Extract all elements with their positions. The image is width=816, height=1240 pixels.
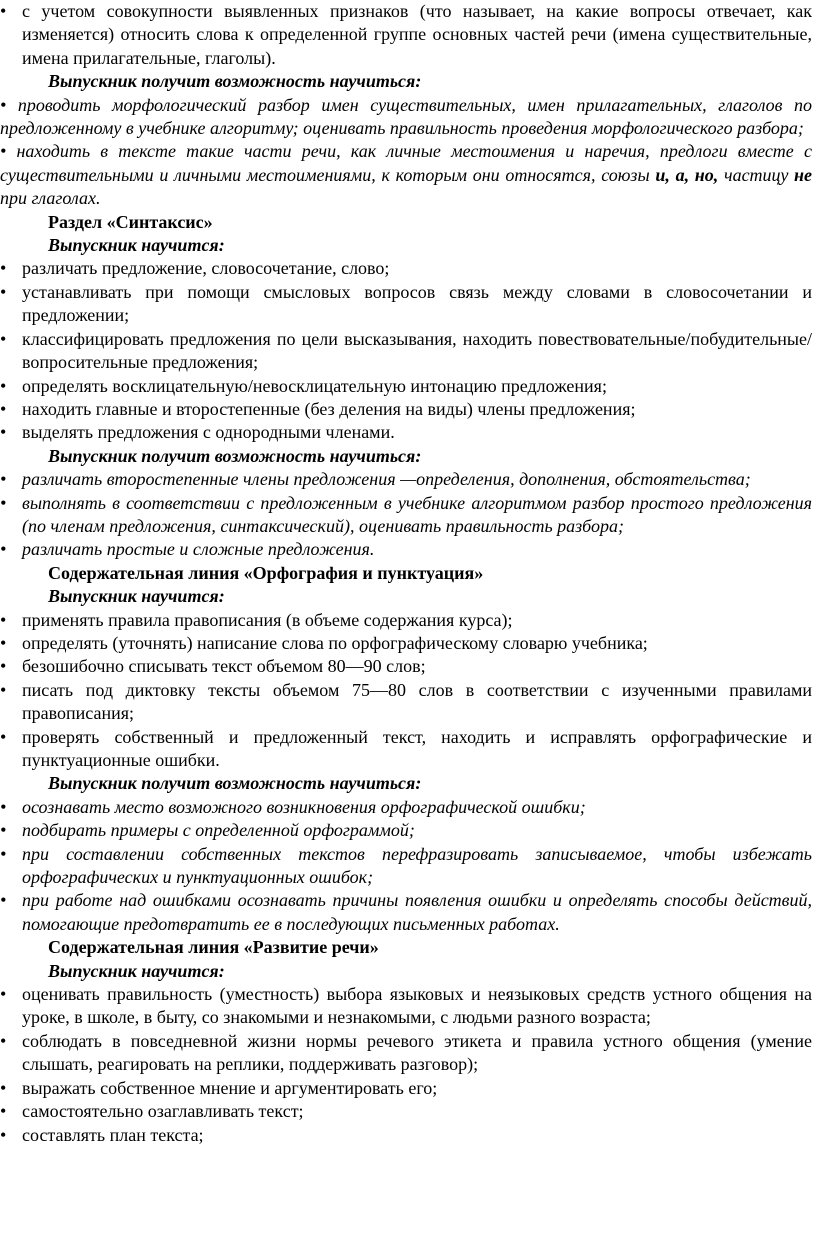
list-item: • применять правила правописания (в объеме содержания курса); bbox=[0, 609, 812, 632]
list-item: • соблюдать в повседневной жизни нормы речевого этикета и правила устного общения (умение слышать, реагировать на реплики, поддерживать разговор); bbox=[0, 1030, 812, 1077]
list-item: • различать второстепенные члены предложения —определения, дополнения, обстоятельства; bbox=[0, 468, 812, 491]
list-item: • самостоятельно озаглавливать текст; bbox=[0, 1100, 812, 1123]
list-item: • различать простые и сложные предложения. bbox=[0, 538, 812, 561]
list-item: • определять восклицательную/невосклицательную интонацию предложения; bbox=[0, 375, 812, 398]
list-item: • классифицировать предложения по цели высказывания, находить повествовательные/побудительные/вопросительные предложения; bbox=[0, 328, 812, 375]
list-item: • выделять предложения с однородными членами. bbox=[0, 421, 812, 444]
list-item: • выражать собственное мнение и аргументировать его; bbox=[0, 1077, 812, 1100]
list-item: • составлять план текста; bbox=[0, 1124, 812, 1147]
section-subheading: Выпускник научится: bbox=[48, 960, 225, 981]
list-item: • выполнять в соответствии с предложенным в учебнике алгоритмом разбор простого предложения (по членам предложения, синтаксический), оценивать правильность разбора; bbox=[0, 492, 812, 539]
list-item: • подбирать примеры с определенной орфограммой; bbox=[0, 819, 812, 842]
list-item: • при составлении собственных текстов перефразировать записываемое, чтобы избежать орфографических и пунктуационных ошибок; bbox=[0, 843, 812, 890]
list-item: • писать под диктовку тексты объемом 75—80 слов в соответствии с изученными правилами правописания; bbox=[0, 679, 812, 726]
list-item: • различать предложение, словосочетание, слово; bbox=[0, 257, 812, 280]
list-item: • с учетом совокупности выявленных признаков (что называет, на какие вопросы отвечает, как изменяется) относить слова к определенной группе основных частей речи (имена существительные, имена прилагательные, глаголы). bbox=[0, 0, 812, 70]
section-heading: Содержательная линия «Развитие речи» bbox=[48, 937, 379, 958]
list-item: • проверять собственный и предложенный текст, находить и исправлять орфографические и пунктуационные ошибки. bbox=[0, 726, 812, 773]
list-item: • находить в тексте такие части речи, как личные местоимения и наречия, предлоги вместе с существительными и личными местоимениями, к которым они относятся, союзы и, а, но, частицу не при глаголах. bbox=[0, 140, 812, 210]
section-subheading: Выпускник получит возможность научиться: bbox=[48, 445, 422, 466]
list-item: • оценивать правильность (уместность) выбора языковых и неязыковых средств устного общения на уроке, в школе, в быту, со знакомыми и незнакомыми, с людьми разного возраста; bbox=[0, 983, 812, 1030]
list-item: • проводить морфологический разбор имен существительных, имен прилагательных, глаголов по предложенному в учебнике алгоритму; оценивать правильность проведения морфологического разбора; bbox=[0, 94, 812, 141]
section-subheading: Выпускник научится: bbox=[48, 586, 225, 607]
section-heading: Содержательная линия «Орфография и пунктуация» bbox=[48, 562, 484, 583]
section-subheading: Выпускник получит возможность научиться: bbox=[48, 773, 422, 794]
list-item: • устанавливать при помощи смысловых вопросов связь между словами в словосочетании и предложении; bbox=[0, 281, 812, 328]
section-subheading: Выпускник получит возможность научиться: bbox=[48, 71, 422, 92]
section-subheading: Выпускник научится: bbox=[48, 235, 225, 256]
list-item: • при работе над ошибками осознавать причины появления ошибки и определять способы действий, помогающие предотвратить ее в последующих письменных работах. bbox=[0, 889, 812, 936]
list-item: • находить главные и второстепенные (без деления на виды) члены предложения; bbox=[0, 398, 812, 421]
section-heading: Раздел «Синтаксис» bbox=[48, 211, 213, 232]
list-item: • осознавать место возможного возникновения орфографической ошибки; bbox=[0, 796, 812, 819]
list-item: • определять (уточнять) написание слова по орфографическому словарю учебника; bbox=[0, 632, 812, 655]
list-item: • безошибочно списывать текст объемом 80—90 слов; bbox=[0, 655, 812, 678]
